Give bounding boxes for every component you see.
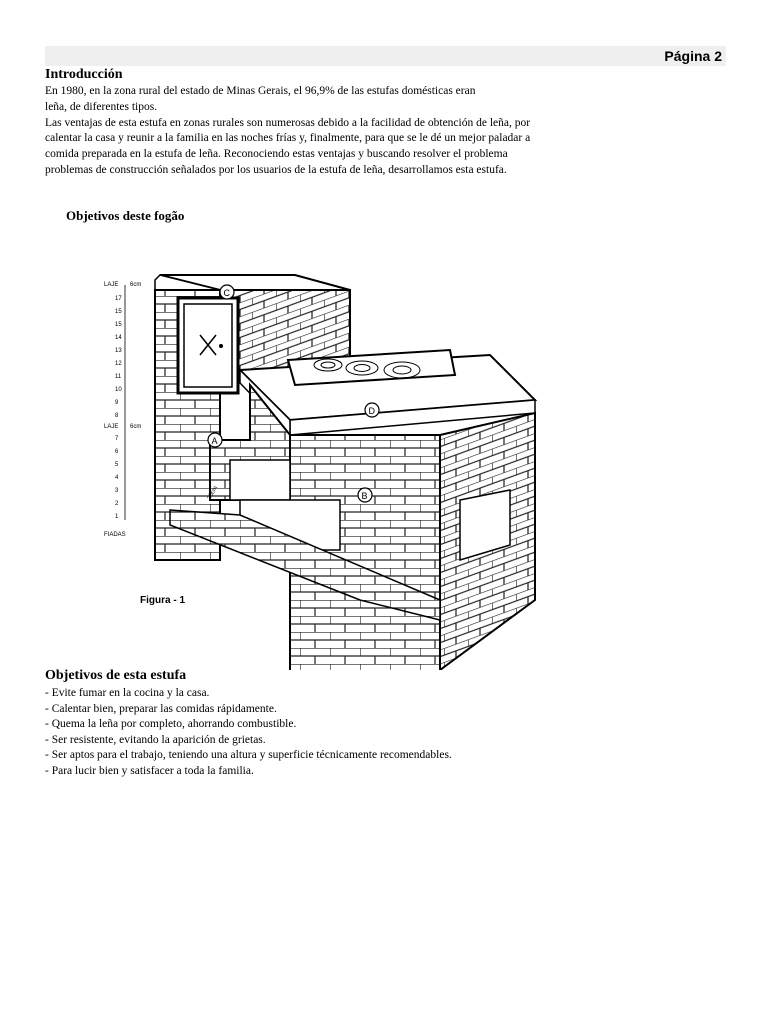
course-number: 13 — [115, 348, 122, 354]
label-c: C — [223, 288, 230, 298]
label-laje-top: LAJE — [104, 282, 119, 288]
objectives-title: Objetivos de esta estufa — [45, 668, 187, 683]
course-number: 1 — [115, 514, 119, 520]
label-a: A — [211, 436, 218, 446]
list-item: - Para lucir bien y satisfacer a toda la familia. — [45, 764, 254, 777]
course-number: 9 — [115, 400, 119, 406]
course-number: 8 — [115, 413, 119, 419]
label-fiadas: FIADAS — [104, 532, 126, 538]
label-6cm-mid: 6cm — [130, 424, 142, 430]
intro-paragraph — [45, 84, 625, 179]
course-number: 17 — [115, 296, 122, 302]
figure-caption: Figura - 1 — [140, 595, 186, 606]
intro-line: comida preparada en la estufa de leña. Reconociendo estas ventajas y buscando resolver el problema — [45, 148, 508, 161]
course-number: 10 — [115, 387, 122, 393]
course-number: 5 — [115, 462, 119, 468]
course-number: 12 — [115, 361, 122, 367]
list-item: - Quema la leña por completo, ahorrando combustible. — [45, 718, 297, 730]
label-6cm-top: 6cm — [130, 282, 142, 288]
list-item: - Ser resistente, evitando la aparición de grietas. — [45, 733, 266, 746]
course-number: 4 — [115, 475, 119, 481]
course-number: 2 — [115, 501, 119, 507]
header-bar — [45, 46, 726, 66]
list-item: - Calentar bien, preparar las comidas rápidamente. — [45, 702, 277, 715]
intro-line: problemas de construcción señalados por los usuarios de la estufa de leña, desarrollamos esta estufa. — [45, 163, 507, 176]
stove-illustration — [60, 200, 545, 670]
page-number: Página 2 — [664, 48, 722, 64]
course-number: 7 — [115, 436, 119, 442]
list-item: - Ser aptos para el trabajo, teniendo una altura y superficie técnicamente recomendables. — [45, 749, 452, 761]
course-number: 6 — [115, 449, 119, 455]
intro-line: Las ventajas de esta estufa en zonas rurales son numerosas debido a la facilidad de obtención de leña, por — [45, 116, 531, 129]
objectives-list — [45, 686, 452, 779]
course-number: 11 — [115, 374, 122, 380]
course-number: 15 — [115, 322, 122, 328]
figure-heading: Objetivos deste fogão — [66, 208, 185, 223]
intro-title: Introducción — [45, 67, 123, 82]
course-number: 15 — [115, 309, 122, 315]
label-b: B — [361, 491, 368, 501]
intro-line: calentar la casa y reunir a la familia en las noches frías y, finalmente, para que se le dé un mejor paladar a — [45, 132, 531, 145]
label-20cm: 20cm — [206, 485, 220, 501]
intro-line: leña, de diferentes tipos. — [45, 100, 158, 113]
list-item: - Evite fumar en la cocina y la casa. — [45, 687, 210, 699]
course-number: 3 — [115, 488, 119, 494]
intro-line: En 1980, en la zona rural del estado de Minas Gerais, el 96,9% de las estufas domésticas eran — [45, 85, 476, 97]
label-d: D — [368, 406, 375, 416]
label-laje-mid: LAJE — [104, 424, 119, 430]
course-number: 14 — [115, 335, 122, 341]
